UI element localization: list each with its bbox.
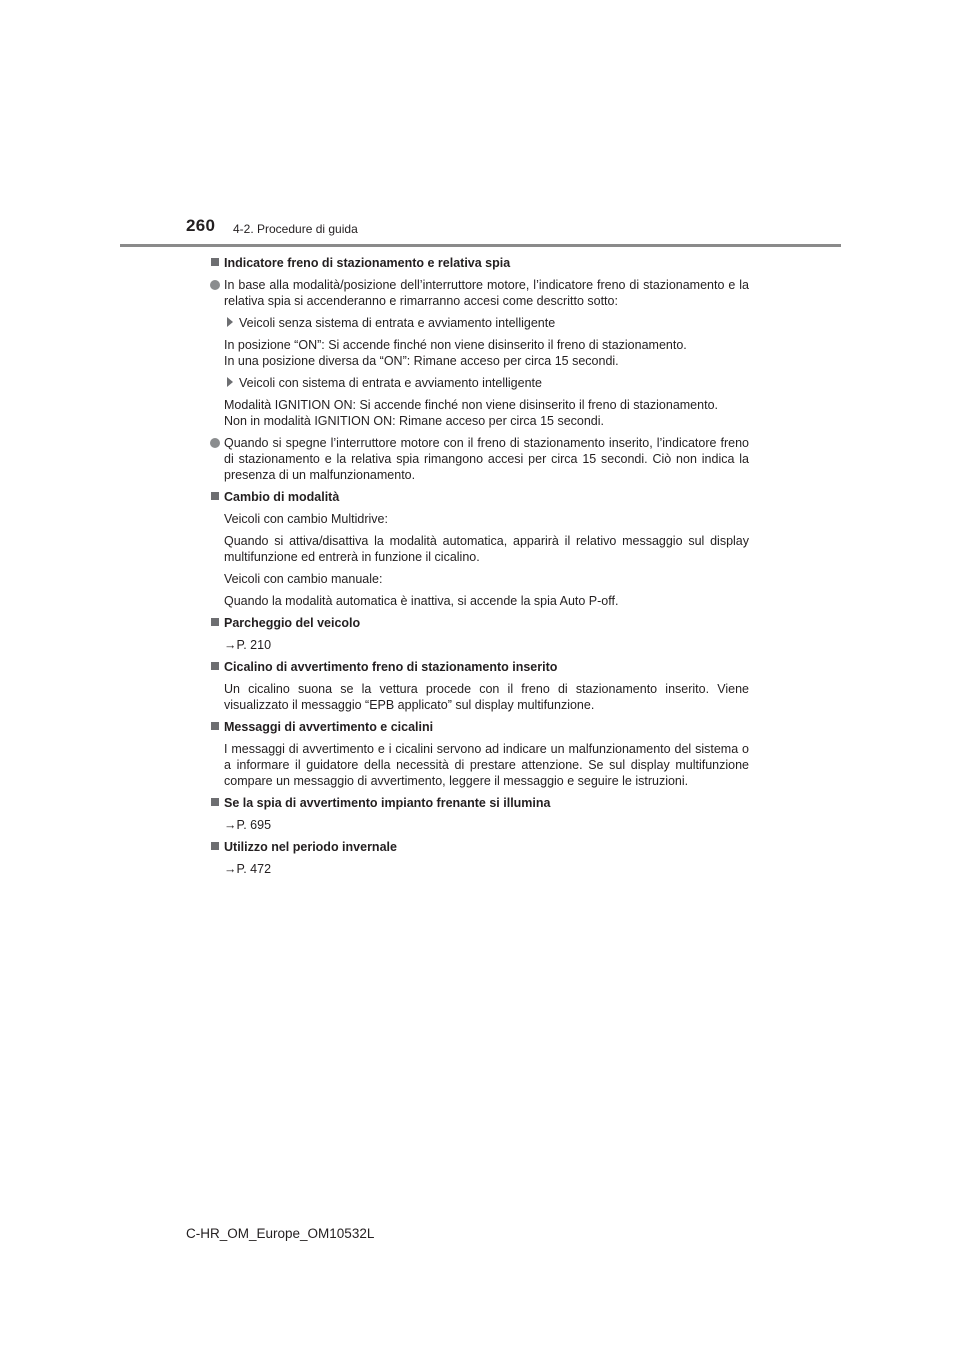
page-reference-link[interactable]: →P. 210 xyxy=(224,638,272,652)
section-title: Utilizzo nel periodo invernale xyxy=(209,839,749,855)
section-parking-brake-indicator xyxy=(209,255,749,483)
square-bullet-icon xyxy=(211,798,219,806)
section-title: Cicalino di avvertimento freno di stazionamento inserito xyxy=(209,659,749,675)
paragraph: Un cicalino suona se la vettura procede con il freno di stazionamento inserito. Viene visualizzato il messaggio “EPB applicato” sul display multifunzione. xyxy=(224,682,749,712)
paragraph: Veicoli con cambio manuale: xyxy=(224,572,383,586)
section-warning-messages xyxy=(209,719,749,789)
sub-heading: Veicoli con sistema di entrata e avviamento intelligente xyxy=(209,375,749,391)
page-content xyxy=(209,255,749,883)
bullet-item: In base alla modalità/posizione dell’interruttore motore, l’indicatore freno di stazionamento e la relativa spia si accenderanno e rimarranno accesi come descritto sotto: xyxy=(209,277,749,309)
bullet-item: Quando si spegne l’interruttore motore con il freno di stazionamento inserito, l’indicatore freno di stazionamento e la relativa spia rimangono accesi per circa 15 secondi. Ciò non indica la presenza di un malfunzionamento. xyxy=(209,435,749,483)
section-title: Indicatore freno di stazionamento e relativa spia xyxy=(209,255,749,271)
square-bullet-icon xyxy=(211,492,219,500)
document-code: C-HR_OM_Europe_OM10532L xyxy=(186,1226,375,1241)
square-bullet-icon xyxy=(211,258,219,266)
square-bullet-icon xyxy=(211,842,219,850)
round-bullet-icon xyxy=(210,280,220,290)
sub-paragraph: In posizione “ON”: Si accende finché non viene disinserito il freno di stazionamento. In una posizione diversa da “ON”: Rimane acceso per circa 15 secondi. xyxy=(224,338,687,368)
page-reference-link[interactable]: →P. 472 xyxy=(224,862,272,876)
square-bullet-icon xyxy=(211,662,219,670)
paragraph: Quando la modalità automatica è inattiva, si accende la spia Auto P-off. xyxy=(224,594,619,608)
section-winter-use xyxy=(209,839,749,877)
square-bullet-icon xyxy=(211,618,219,626)
paragraph: Veicoli con cambio Multidrive: xyxy=(224,512,388,526)
section-parking xyxy=(209,615,749,653)
section-title: Cambio di modalità xyxy=(209,489,749,505)
triangle-arrow-icon xyxy=(227,377,233,387)
header-divider xyxy=(120,244,841,247)
sub-heading: Veicoli senza sistema di entrata e avviamento intelligente xyxy=(209,315,749,331)
paragraph: I messaggi di avvertimento e i cicalini servono ad indicare un malfunzionamento del sistema o a informare il guidatore della necessità di prestare attenzione. Se sul display multifunzione compare un messaggio di avvertimento, leggere il messaggio e seguire le istruzioni. xyxy=(224,742,749,788)
square-bullet-icon xyxy=(211,722,219,730)
paragraph: Quando si attiva/disattiva la modalità automatica, apparirà il relativo messaggio sul display multifunzione ed entrerà in funzione il cicalino. xyxy=(224,534,749,564)
section-brake-buzzer xyxy=(209,659,749,713)
round-bullet-icon xyxy=(210,438,220,448)
section-mode-change xyxy=(209,489,749,609)
section-brake-warning-light xyxy=(209,795,749,833)
section-title: Messaggi di avvertimento e cicalini xyxy=(209,719,749,735)
page-reference-link[interactable]: →P. 695 xyxy=(224,818,272,832)
section-title: Se la spia di avvertimento impianto frenante si illumina xyxy=(209,795,749,811)
page-number: 260 xyxy=(186,216,216,235)
chapter-section-label: 4-2. Procedure di guida xyxy=(233,222,358,236)
section-title: Parcheggio del veicolo xyxy=(209,615,749,631)
sub-paragraph: Modalità IGNITION ON: Si accende finché non viene disinserito il freno di stazionamento. Non in modalità IGNITION ON: Rimane acceso per circa 15 secondi. xyxy=(224,398,718,428)
triangle-arrow-icon xyxy=(227,317,233,327)
